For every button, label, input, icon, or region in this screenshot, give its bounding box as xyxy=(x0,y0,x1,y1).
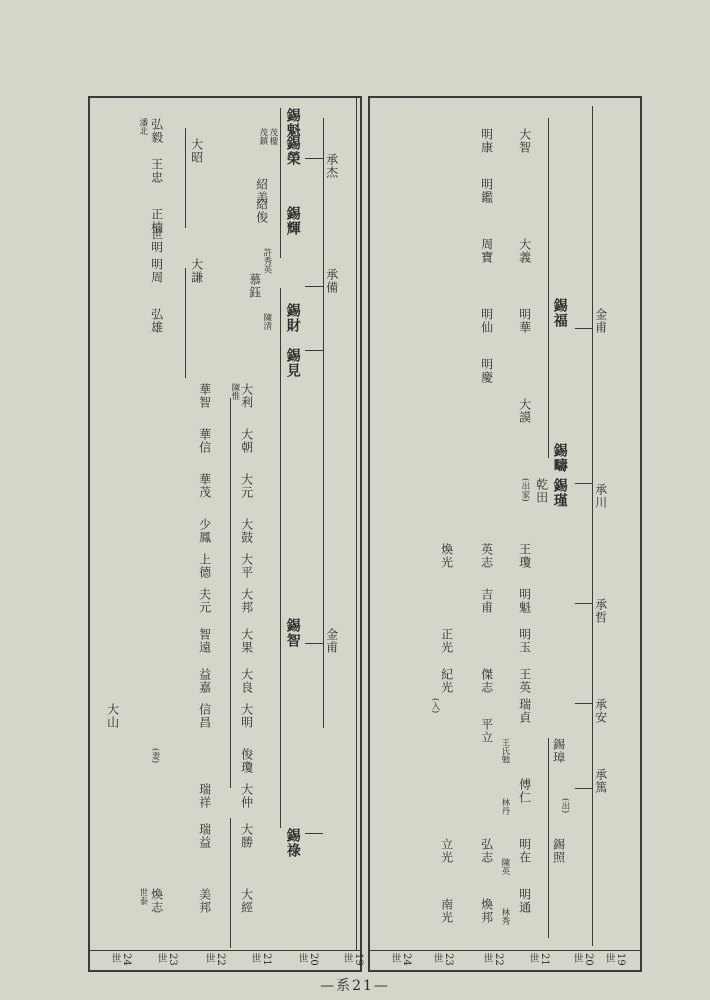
left-genealogy-panel xyxy=(88,96,362,972)
person-da-ming: 大明 xyxy=(239,703,254,729)
person-da-zhong: 大仲 xyxy=(239,783,254,809)
person-da-jing: 大經 xyxy=(239,888,254,914)
person-huan-bang: 煥邦 xyxy=(479,898,494,924)
person-xi-jian: 錫見 xyxy=(284,348,301,378)
person-cheng-jie: 承杰 xyxy=(324,153,339,179)
spouse-chen-wei: 陳惟 xyxy=(229,383,240,400)
person-zhou-bao: 周寶 xyxy=(479,238,494,264)
person-da-zhao: 大朝 xyxy=(239,428,254,454)
person-li-guang: 立光 xyxy=(439,838,454,864)
gen-label-20: 20世 xyxy=(296,953,319,966)
person-da-guo: 大果 xyxy=(239,628,254,654)
person-da-bang: 大邦 xyxy=(239,588,254,614)
gen-label-22: 22世 xyxy=(203,953,226,966)
person-hong-zhi: 弘志 xyxy=(479,838,494,864)
gen-label-21: 21世 xyxy=(249,953,272,966)
person-wang-qiong: 王瓊 xyxy=(517,543,532,569)
person-ping-li: 平立 xyxy=(479,718,494,744)
note-ru: (入) xyxy=(429,698,440,714)
person-shao-mei: 紹美 xyxy=(254,178,269,204)
person-ming-hua: 明華 xyxy=(517,308,532,334)
person-mei-bang: 美邦 xyxy=(197,888,212,914)
person-hong-xing: 弘雄 xyxy=(149,308,164,334)
person-hua-xin: 華信 xyxy=(197,428,212,454)
person-ming-qing: 明慶 xyxy=(479,358,494,384)
gen-label-22-right: 22世 xyxy=(481,953,504,966)
person-da-qian: 大謙 xyxy=(189,258,204,284)
person-huan-guang: 煥光 xyxy=(439,543,454,569)
person-qian-tian: 乾田 xyxy=(534,478,549,504)
person-cheng-du: 承篤 xyxy=(593,768,608,794)
right-genealogy-panel xyxy=(368,96,642,972)
person-ming-zai: 明在 xyxy=(517,838,532,864)
person-xi-jin: 錫瑾 xyxy=(551,478,568,508)
spouse-chen-ying: 陳英 xyxy=(499,858,510,875)
spouse-mao-zhen: 茂鎮 xyxy=(257,128,268,145)
gen-label-24: 24世 xyxy=(109,953,132,966)
person-xi-zhang: 錫璋 xyxy=(551,738,566,764)
person-wang-zhong: 王忠 xyxy=(149,158,164,184)
person-rui-xiang: 瑞祥 xyxy=(197,783,212,809)
gen-label-19: 19世 xyxy=(341,953,364,966)
person-mu-zhu: 慕鈺 xyxy=(247,273,262,299)
person-zhi-yuan: 智遠 xyxy=(197,628,212,654)
person-zheng-fang: 正楠 xyxy=(149,208,164,234)
person-ji-guang: 紀光 xyxy=(439,668,454,694)
person-shi-tai: 世泰 xyxy=(137,888,148,905)
person-jun-qiong: 俊瓊 xyxy=(239,748,254,774)
person-xin-chang: 信昌 xyxy=(197,703,212,729)
gen-label-19-right: 19世 xyxy=(603,953,626,966)
spouse-mao-ying: 茂楹 xyxy=(267,128,278,145)
person-xi-chou: 錫疇 xyxy=(551,443,568,473)
person-ming-kang: 明康 xyxy=(479,128,494,154)
note-chu: (出) xyxy=(559,798,570,814)
generation-row xyxy=(90,950,364,969)
gen-label-20-right: 20世 xyxy=(571,953,594,966)
person-zheng-guang: 正光 xyxy=(439,628,454,654)
person-wang-ying: 王英 xyxy=(517,668,532,694)
person-nan-guang: 南光 xyxy=(439,898,454,924)
person-ming-jian: 明鑑 xyxy=(479,178,494,204)
person-cheng-zhe: 承哲 xyxy=(593,598,608,624)
person-shao-feng: 少鳳 xyxy=(197,518,212,544)
person-ying-zhi: 英志 xyxy=(479,543,494,569)
gen-label-21-right: 21世 xyxy=(527,953,550,966)
person-ancestor-right: 金甫 xyxy=(593,308,608,334)
person-shao-jun: 紹俊 xyxy=(254,198,269,224)
person-xi-kui: 錫魁 xyxy=(284,108,301,138)
spouse-wang-shi-mian: 王氏勉 xyxy=(499,738,510,764)
person-cheng-an: 承安 xyxy=(593,698,608,724)
person-fu-ren: 傅仁 xyxy=(517,778,532,804)
person-jin-bu: 吉甫 xyxy=(479,588,494,614)
person-ming-yu: 明玉 xyxy=(517,628,532,654)
person-shang-de: 上德 xyxy=(197,553,212,579)
person-hong-yi: 弘毅 xyxy=(149,118,164,144)
person-jie-zhi: 傑志 xyxy=(479,668,494,694)
note-mom: (妻) xyxy=(149,748,160,764)
person-jin-mu-side: 金甫 xyxy=(324,628,339,654)
spouse-xu-ying: 許秀英 xyxy=(261,248,272,274)
person-da-shan: 大山 xyxy=(105,703,120,729)
person-xi-hui: 錫輝 xyxy=(284,206,301,236)
person-da-liang: 大良 xyxy=(239,668,254,694)
person-hua-mao: 華茂 xyxy=(197,473,212,499)
page-number: —系21— xyxy=(320,978,390,994)
person-da-guang: 大昭 xyxy=(189,138,204,164)
person-fu-yuan: 夫元 xyxy=(197,588,212,614)
spouse-lin-xiu: 林秀 xyxy=(499,908,510,925)
person-shi-ming: 世明 xyxy=(149,228,164,254)
person-da-ping: 大平 xyxy=(239,553,254,579)
person-da-sheng: 大勝 xyxy=(239,823,254,849)
person-xi-zhao: 錫照 xyxy=(551,838,566,864)
person-xi-zhi: 錫智 xyxy=(284,618,301,648)
note-chu-jia: (出家) xyxy=(519,478,530,502)
person-hua-zhi: 華智 xyxy=(197,383,212,409)
person-ming-xian: 明仙 xyxy=(479,308,494,334)
generation-row-right xyxy=(370,950,640,969)
spouse-pan-wife-a: 潘北 xyxy=(137,118,148,135)
person-da-yi: 大義 xyxy=(517,238,532,264)
gen-label-23: 23世 xyxy=(155,953,178,966)
person-da-li: 大利 xyxy=(239,383,254,409)
person-xi-rong: 錫榮 xyxy=(284,136,301,166)
person-cheng-bei: 承備 xyxy=(324,268,339,294)
person-xi-lu: 錫祿 xyxy=(284,828,301,858)
person-xi-zu: 錫財 xyxy=(284,303,301,333)
person-cheng-chuan: 承川 xyxy=(593,483,608,509)
spouse-lin-dan: 林丹 xyxy=(499,798,510,815)
person-da-gao: 大鼓 xyxy=(239,518,254,544)
person-ming-zhou: 明周 xyxy=(149,258,164,284)
person-da-zhi: 大智 xyxy=(517,128,532,154)
person-rui-yi: 瑞益 xyxy=(197,823,212,849)
person-xi-fu: 錫福 xyxy=(551,298,568,328)
spouse-chen-qing: 陳清 xyxy=(261,313,272,330)
person-huan-zhi: 煥志 xyxy=(149,888,164,914)
person-da-mo: 大謨 xyxy=(517,398,532,424)
person-ming-kui: 明魁 xyxy=(517,588,532,614)
gen-label-24-right: 24世 xyxy=(389,953,412,966)
gen-label-23-right: 23世 xyxy=(431,953,454,966)
person-rui-zhen: 瑞貞 xyxy=(517,698,532,724)
person-da-yuan: 大元 xyxy=(239,473,254,499)
person-ming-tong: 明通 xyxy=(517,888,532,914)
person-yi-jia: 益嘉 xyxy=(197,668,212,694)
